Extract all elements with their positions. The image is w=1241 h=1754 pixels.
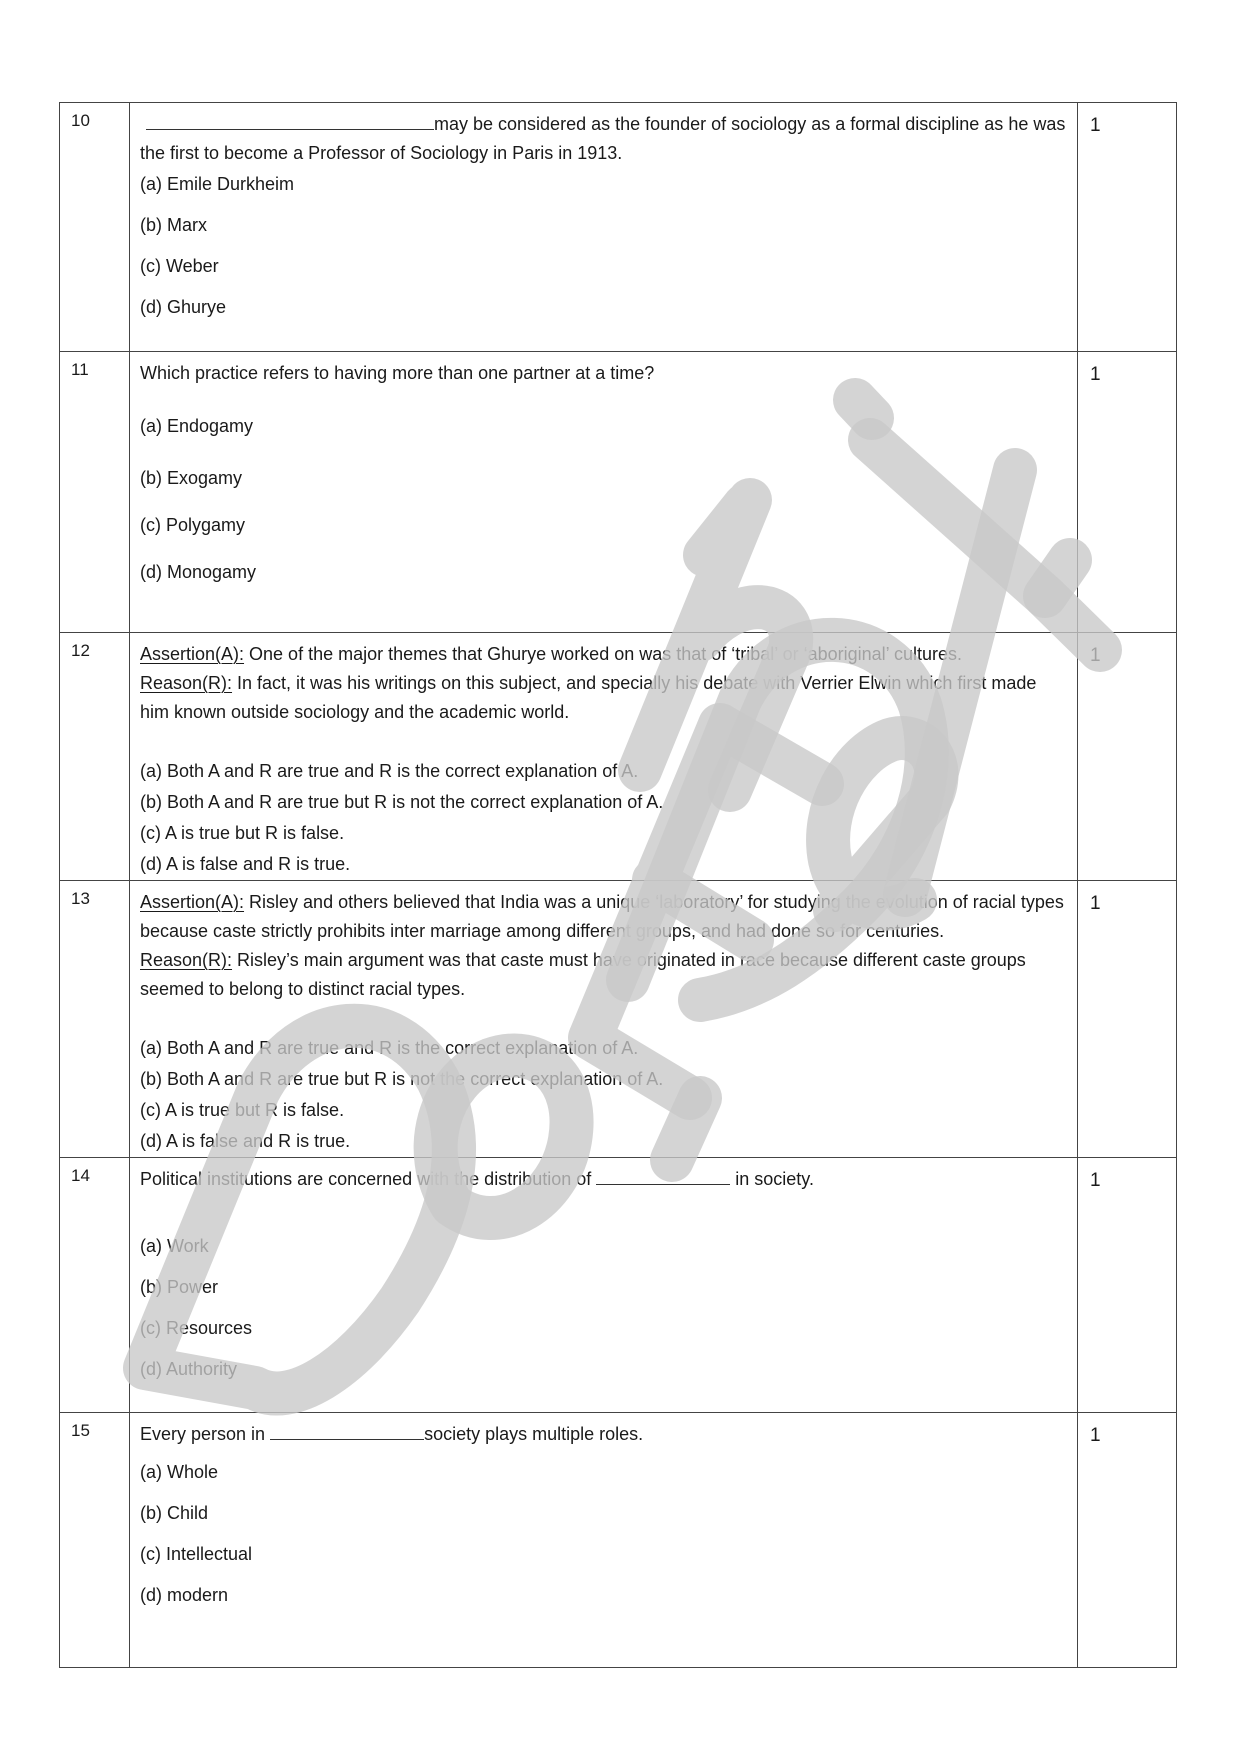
question-number: 10 <box>60 103 130 352</box>
option-b: (b) Child <box>140 1503 209 1523</box>
question-stem <box>140 1165 1067 1194</box>
stem-text-before: Political institutions are concerned with the distribution of <box>140 1169 597 1189</box>
option-d: (d) A is false and R is true. <box>140 854 351 874</box>
question-marks: 1 <box>1078 633 1177 881</box>
question-body <box>130 1413 1078 1668</box>
question-marks: 1 <box>1078 881 1177 1158</box>
option-c: (c) Intellectual <box>140 1544 253 1564</box>
option-c: (c) A is true but R is false. <box>140 1100 345 1120</box>
option-b: (b) Exogamy <box>140 468 243 488</box>
question-row-15 <box>60 1413 1177 1668</box>
option-a: (a) Both A and R are true and R is the correct explanation of A. <box>140 761 639 781</box>
question-body <box>130 103 1078 352</box>
question-number: 11 <box>60 352 130 633</box>
question-marks: 1 <box>1078 103 1177 352</box>
assertion-text: Risley and others believed that India was a unique ‘laboratory’ for studying the evolution of racial types because caste strictly prohibits inter marriage among different groups, and had done so for centuries. <box>140 892 1064 941</box>
question-number: 12 <box>60 633 130 881</box>
assertion-label: Assertion(A): <box>140 644 245 664</box>
option-d: (d) Monogamy <box>140 562 257 582</box>
fill-blank <box>596 1167 730 1185</box>
stem-text-before: Every person in <box>140 1424 271 1444</box>
option-a: (a) Emile Durkheim <box>140 174 295 194</box>
assertion-text: One of the major themes that Ghurye worked on was that of ‘tribal’ or ‘aboriginal’ cultures. <box>244 644 963 664</box>
assertion-label: Assertion(A): <box>140 892 245 912</box>
reason-text: Risley’s main argument was that caste must have originated in race because different caste groups seemed to belong to distinct racial types. <box>140 950 1026 999</box>
assertion-statement <box>140 888 1067 946</box>
question-row-14 <box>60 1158 1177 1413</box>
option-c: (c) Polygamy <box>140 515 246 535</box>
question-body <box>130 1158 1078 1413</box>
option-c: (c) Weber <box>140 256 219 276</box>
option-b: (b) Both A and R are true but R is not the correct explanation of A. <box>140 1069 664 1089</box>
question-row-12 <box>60 633 1177 881</box>
reason-label: Reason(R): <box>140 950 233 970</box>
option-c: (c) A is true but R is false. <box>140 823 345 843</box>
option-b: (b) Both A and R are true but R is not the correct explanation of A. <box>140 792 664 812</box>
question-number: 13 <box>60 881 130 1158</box>
option-d: (d) Authority <box>140 1359 238 1379</box>
question-number: 15 <box>60 1413 130 1668</box>
reason-statement <box>140 669 1067 727</box>
option-a: (a) Both A and R are true and R is the correct explanation of A. <box>140 1038 639 1058</box>
stem-text: may be considered as the founder of sociology as a formal discipline as he was the first to become a Professor of Sociology in Paris in 1913. <box>140 114 1066 163</box>
stem-text-after: society plays multiple roles. <box>424 1424 644 1444</box>
question-marks: 1 <box>1078 1413 1177 1668</box>
fill-blank <box>270 1422 424 1440</box>
option-c: (c) Resources <box>140 1318 253 1338</box>
fill-blank <box>146 112 434 130</box>
option-a: (a) Work <box>140 1236 209 1256</box>
question-number: 14 <box>60 1158 130 1413</box>
assertion-statement <box>140 640 1067 669</box>
question-marks: 1 <box>1078 1158 1177 1413</box>
option-a: (a) Endogamy <box>140 416 254 436</box>
question-row-11 <box>60 352 1177 633</box>
reason-text: In fact, it was his writings on this subject, and specially his debate with Verrier Elwin which first made him known outside sociology and the academic world. <box>140 673 1037 722</box>
question-stem <box>140 110 1067 168</box>
question-stem <box>140 1420 1067 1449</box>
question-body <box>130 881 1078 1158</box>
option-a: (a) Whole <box>140 1462 219 1482</box>
questions-table <box>59 102 1177 1668</box>
option-b: (b) Power <box>140 1277 219 1297</box>
question-marks: 1 <box>1078 352 1177 633</box>
reason-statement <box>140 946 1067 1004</box>
question-row-13 <box>60 881 1177 1158</box>
option-d: (d) modern <box>140 1585 229 1605</box>
option-d: (d) Ghurye <box>140 297 227 317</box>
question-body <box>130 352 1078 633</box>
question-body <box>130 633 1078 881</box>
option-b: (b) Marx <box>140 215 207 235</box>
reason-label: Reason(R): <box>140 673 233 693</box>
option-d: (d) A is false and R is true. <box>140 1131 351 1151</box>
question-row-10 <box>60 103 1177 352</box>
stem-text-after: in society. <box>730 1169 814 1189</box>
question-stem: Which practice refers to having more than one partner at a time? <box>140 363 655 383</box>
